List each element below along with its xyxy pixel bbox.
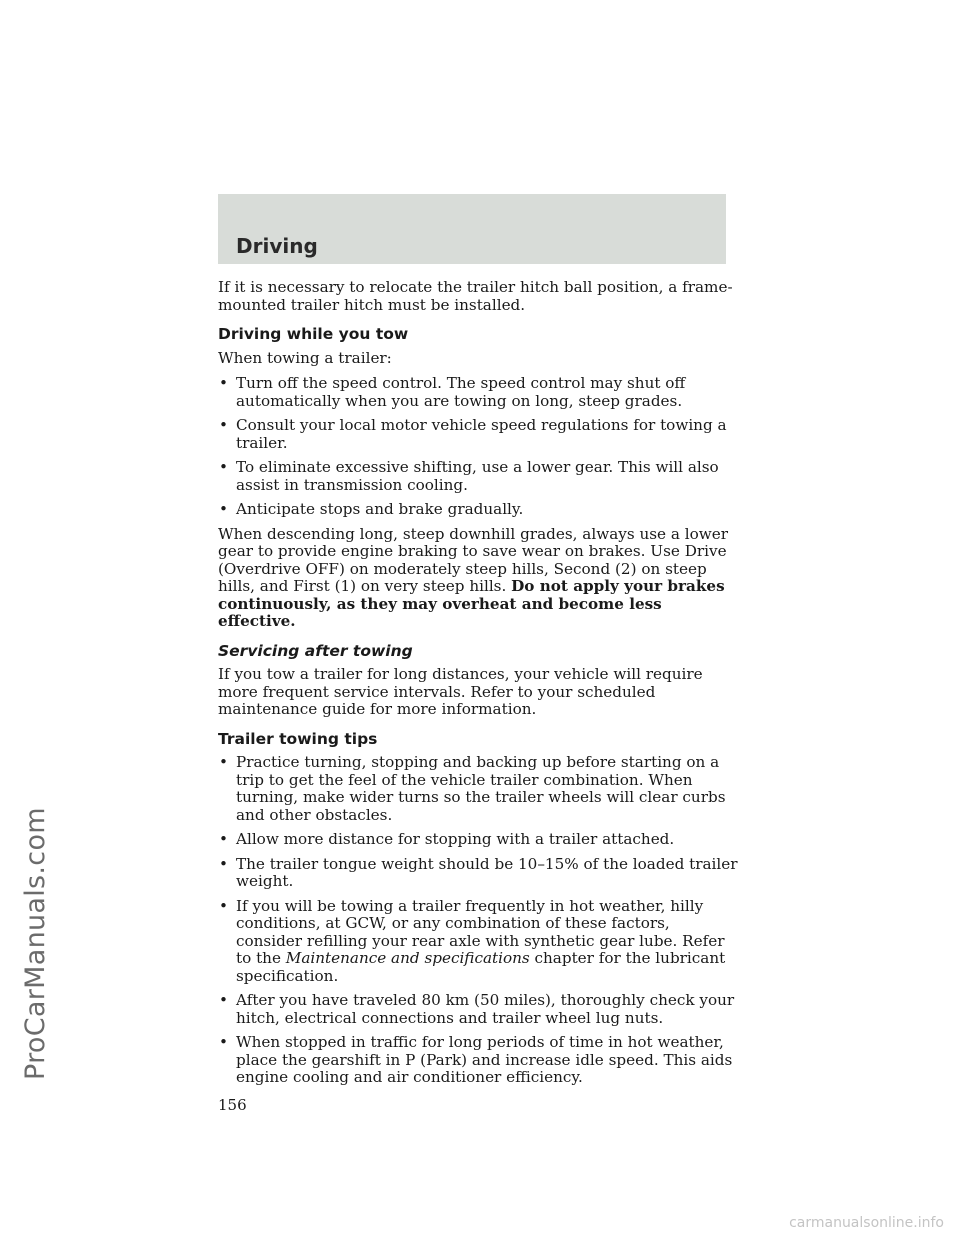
list-item-text: When stopped in traffic for long periods of time in hot weather, place the gearshift in P (Park) and increase idle speed. This aids engine cooling and air conditioner efficiency. — [236, 1033, 733, 1086]
list-item — [218, 375, 738, 410]
page-content — [218, 279, 738, 1114]
list-item-text: To eliminate excessive shifting, use a lower gear. This will also assist in transmission cooling. — [236, 458, 719, 494]
heading-servicing-after-towing: Servicing after towing — [218, 641, 413, 660]
bullet-glyph: • — [219, 1033, 228, 1051]
section-header-band — [218, 194, 726, 264]
towing-lead-text: When towing a trailer: — [218, 348, 392, 367]
bullet-glyph: • — [219, 854, 228, 873]
downhill-paragraph — [218, 526, 738, 631]
list-item — [218, 1034, 738, 1087]
page-number: 156 — [218, 1095, 247, 1114]
bullet-glyph: • — [219, 458, 228, 476]
bullet-glyph: • — [219, 830, 228, 848]
list-item-text: The trailer tongue weight should be 10–15% of the loaded trailer weight. — [236, 854, 738, 890]
list-item — [218, 417, 738, 452]
heading-trailer-towing-tips: Trailer towing tips — [218, 729, 378, 748]
list-item — [218, 754, 738, 824]
list-item — [218, 459, 738, 494]
list-item-text: If you will be towing a trailer frequently in hot weather, hilly conditions, at GCW, or any combination of these factors, consider refilling your rear axle with synthetic gear lube. Refer to the — [236, 896, 725, 967]
intro-paragraph: If it is necessary to relocate the trailer hitch ball position, a frame-mounted trailer hitch must be installed. — [218, 278, 733, 314]
bullet-glyph: • — [219, 991, 228, 1009]
list-item-text: Anticipate stops and brake gradually. — [236, 500, 524, 518]
list-item — [218, 501, 738, 519]
footer-url: carmanualsonline.info — [789, 1215, 944, 1231]
bullet-glyph: • — [219, 500, 228, 518]
bullet-glyph: • — [219, 753, 228, 771]
servicing-paragraph: If you tow a trailer for long distances, your vehicle will require more frequent service intervals. Refer to your scheduled maintenance guide for more information. — [218, 665, 703, 718]
watermark-text: ProCarManuals.com — [20, 807, 51, 1080]
heading-driving-while-tow: Driving while you tow — [218, 325, 409, 343]
downhill-text: When descending long, steep downhill grades, always use a lower gear to provide engine braking to save wear on brakes. Use Drive (Overdrive OFF) on moderately steep hills, Second (2) on steep hills, and First (1) on very steep hills. — [218, 524, 728, 595]
list-item-text: Allow more distance for stopping with a trailer attached. — [236, 830, 675, 848]
bullet-glyph: • — [219, 374, 228, 392]
list-item-text: chapter for the lubricant specification. — [236, 949, 726, 985]
list-item — [218, 856, 738, 891]
list-item — [218, 831, 738, 849]
list-item-text: After you have traveled 80 km (50 miles), thoroughly check your hitch, electrical connections and trailer wheel lug nuts. — [236, 991, 735, 1027]
list-item-text: Practice turning, stopping and backing up before starting on a trip to get the feel of the vehicle trailer combination. When turning, make wider turns so the trailer wheels will clear curbs and other obstacles. — [236, 753, 726, 824]
brake-warning-text: Do not apply your brakes continuously, as they may overheat and become less effective. — [218, 577, 725, 630]
list-item-text: Consult your local motor vehicle speed regulations for towing a trailer. — [236, 416, 727, 452]
bullet-glyph: • — [219, 896, 228, 915]
list-item — [218, 992, 738, 1027]
list-item — [218, 898, 738, 986]
section-title: Driving — [236, 234, 318, 258]
list-item-text: Turn off the speed control. The speed control may shut off automatically when you are towing on long, steep grades. — [236, 374, 686, 410]
chapter-reference: Maintenance and specifications — [285, 949, 530, 967]
towing-bullet-list — [218, 375, 738, 519]
bullet-glyph: • — [219, 416, 228, 434]
tips-bullet-list — [218, 754, 738, 1087]
